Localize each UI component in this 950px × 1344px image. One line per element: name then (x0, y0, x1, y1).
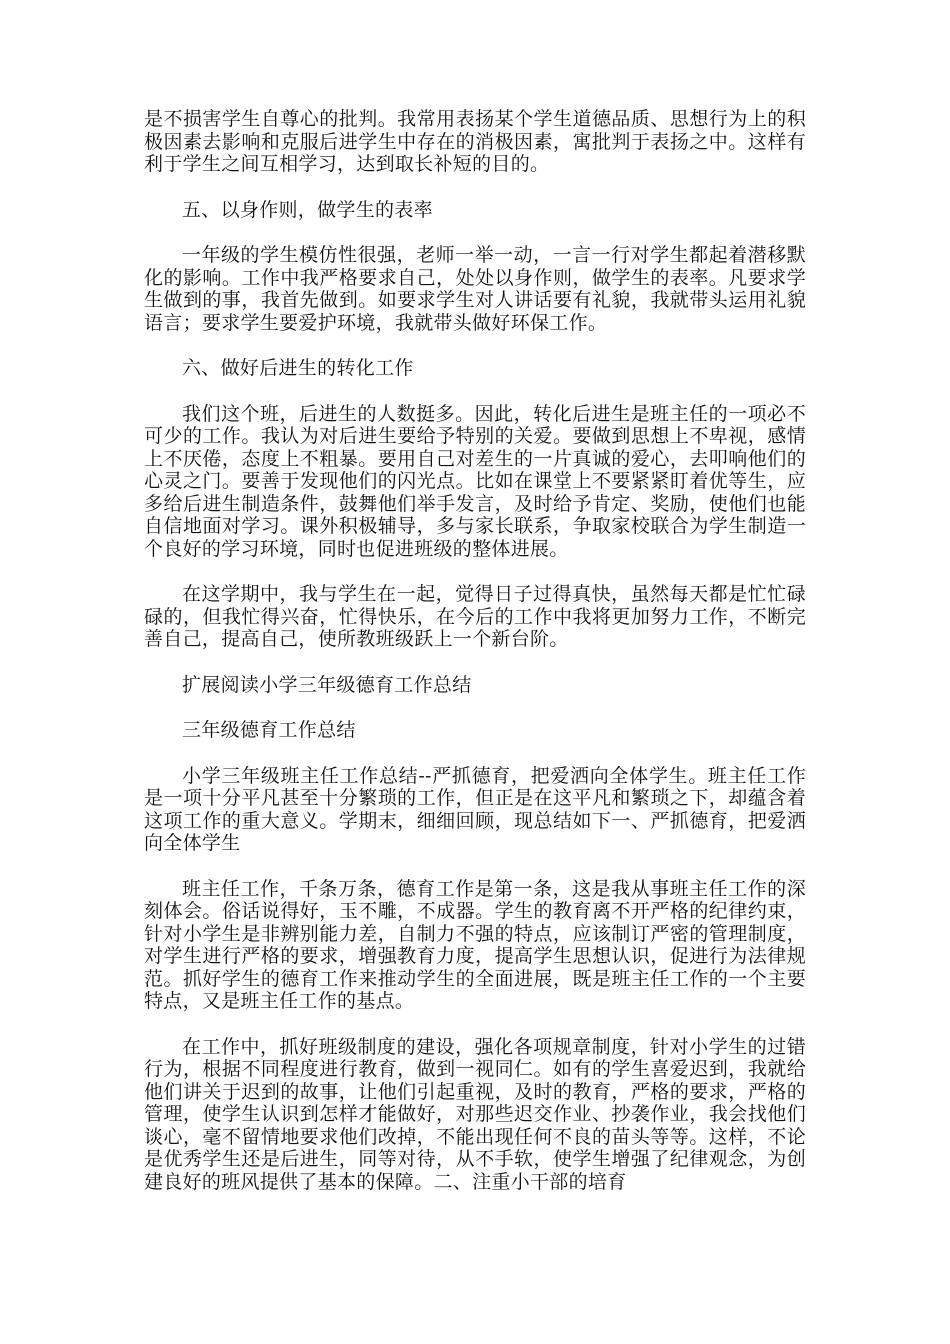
document-page (144, 108, 806, 1216)
paragraph-moral-education-first: 班主任工作，千条万条，德育工作是第一条，这是我从事班主任工作的深刻体会。俗话说得好，玉不雕，不成器。学生的教育离不开严格的纪律约束，针对小学生是非辨别能力差，自制力不强的特点，应该制订严密的管理制度，对学生进行严格的要求，增强教育力度，提高学生思想认识，促进行为法律规范。抓好学生的德育工作来推动学生的全面进展，既是班主任工作的一个主要特点，又是班主任工作的基点。 (144, 877, 806, 1012)
section-heading-6: 六、做好后进生的转化工作 (182, 357, 414, 379)
paragraph-semester-reflection: 在这学期中，我与学生在一起，觉得日子过得真快，虽然每天都是忙忙碌碌的，但我忙得兴奋，忙得快乐，在今后的工作中我将更加努力工作，不断完善自己，提高自己，使所教班级跃上一个新台阶。 (144, 583, 806, 650)
section-heading-5: 五、以身作则，做学生的表率 (182, 198, 433, 221)
paragraph-lead-by-example: 一年级的学生模仿性很强，老师一举一动，一言一行对学生都起着潜移默化的影响。工作中我严格要求自己，处处以身作则，做学生的表率。凡要求学生做到的事，我首先做到。如要求学生对人讲话要有礼貌，我就带头运用礼貌语言；要求学生要爱护环境，我就带头做好环保工作。 (144, 244, 806, 334)
grade-three-summary-heading: 三年级德育工作总结 (182, 719, 356, 741)
paragraph-continuation: 是不损害学生自尊心的批判。我常用表扬某个学生道德品质、思想行为上的积极因素去影响和克服后进学生中存在的消极因素，寓批判于表扬之中。这样有利于学生之间互相学习，达到取长补短的目的。 (144, 108, 806, 175)
paragraph-struggling-students: 我们这个班，后进生的人数挺多。因此，转化后进生是班主任的一项必不可少的工作。我认为对后进生要给予特别的关爱。要做到思想上不卑视，感情上不厌倦，态度上不粗暴。要用自己对差生的一片真诚的爱心，去叩响他们的心灵之门。要善于发现他们的闪光点。比如在课堂上不要紧紧盯着优等生，应多给后进生制造条件，鼓舞他们举手发言，及时给予肯定、奖励，使他们也能自信地面对学习。课外积极辅导，多与家长联系，争取家校联合为学生制造一个良好的学习环境，同时也促进班级的整体进展。 (144, 402, 806, 560)
paragraph-class-rules: 在工作中，抓好班级制度的建设，强化各项规章制度，针对小学生的过错行为，根据不同程度进行教育，做到一视同仁。如有的学生喜爱迟到，我就给他们讲关于迟到的故事，让他们引起重视，及时的教育，严格的要求，严格的管理，使学生认识到怎样才能做好，对那些迟交作业、抄袭作业，我会找他们谈心，毫不留情地要求他们改掉，不能出现任何不良的苗头等等。这样，不论是优秀学生还是后进生，同等对待，从不手软，使学生增强了纪律观念，为创建良好的班风提供了基本的保障。二、注重小干部的培育 (144, 1035, 806, 1193)
extended-reading-heading: 扩展阅读小学三年级德育工作总结 (182, 673, 472, 696)
paragraph-moral-education-intro: 小学三年级班主任工作总结--严抓德育，把爱洒向全体学生。班主任工作是一项十分平凡甚至十分繁琐的工作，但正是在这平凡和繁琐之下，却蕴含着这项工作的重大意义。学期末，细细回顾，现总结如下一、严抓德育，把爱洒向全体学生 (144, 764, 806, 854)
